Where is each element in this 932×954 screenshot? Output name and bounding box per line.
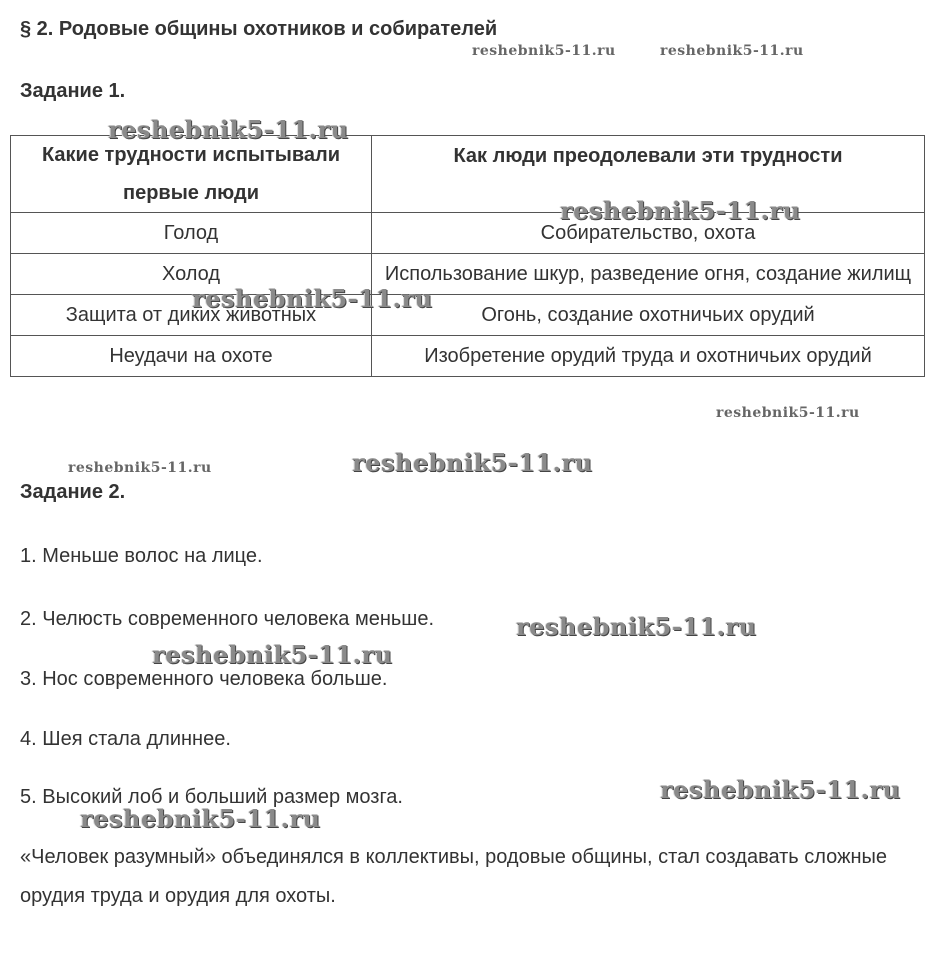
table-row — [11, 213, 925, 254]
table-cell-difficulty: Голод — [11, 213, 372, 254]
table-row — [11, 295, 925, 336]
list-item: 3. Нос современного человека больше. — [20, 668, 388, 690]
table-cell-difficulty: Холод — [11, 254, 372, 295]
table-cell-difficulty: Неудачи на охоте — [11, 336, 372, 377]
watermark: reshebnik5-11.ru — [516, 612, 757, 641]
watermark: reshebnik5-11.ru — [80, 804, 321, 833]
table-row — [11, 336, 925, 377]
watermark: reshebnik5-11.ru — [68, 460, 212, 476]
watermark: reshebnik5-11.ru — [152, 640, 393, 669]
watermark: reshebnik5-11.ru — [716, 405, 860, 421]
task1-heading: Задание 1. — [20, 80, 126, 102]
page-title: § 2. Родовые общины охотников и собирателей — [20, 18, 498, 40]
table-cell-solution: Огонь, создание охотничьих орудий — [372, 295, 925, 336]
table-cell-difficulty: Защита от диких животных — [11, 295, 372, 336]
watermark: reshebnik5-11.ru — [192, 284, 433, 313]
list-item: 5. Высокий лоб и больший размер мозга. — [20, 786, 403, 808]
table-cell-solution: Изобретение орудий труда и охотничьих орудий — [372, 336, 925, 377]
list-item: 2. Челюсть современного человека меньше. — [20, 608, 435, 630]
watermark: reshebnik5-11.ru — [660, 43, 804, 59]
conclusion-text: «Человек разумный» объединялся в коллективы, родовые общины, стал создавать сложные орудия труда и орудия для охоты. — [20, 846, 888, 907]
table-row — [11, 254, 925, 295]
table-header-solutions: Как люди преодолевали эти трудности — [372, 136, 925, 213]
list-item: 1. Меньше волос на лице. — [20, 545, 263, 567]
table-header-row — [11, 136, 925, 213]
table-header-difficulties: Какие трудности испытывали первые люди — [11, 136, 372, 213]
answer-table — [10, 135, 925, 377]
task2-heading: Задание 2. — [20, 481, 126, 503]
watermark: reshebnik5-11.ru — [108, 115, 349, 144]
watermark: reshebnik5-11.ru — [352, 448, 593, 477]
table-cell-solution: Использование шкур, разведение огня, создание жилищ — [372, 254, 925, 295]
watermark: reshebnik5-11.ru — [660, 775, 901, 804]
watermark: reshebnik5-11.ru — [472, 43, 616, 59]
watermark: reshebnik5-11.ru — [560, 196, 801, 225]
table-cell-solution: Собирательство, охота — [372, 213, 925, 254]
list-item: 4. Шея стала длиннее. — [20, 728, 231, 750]
